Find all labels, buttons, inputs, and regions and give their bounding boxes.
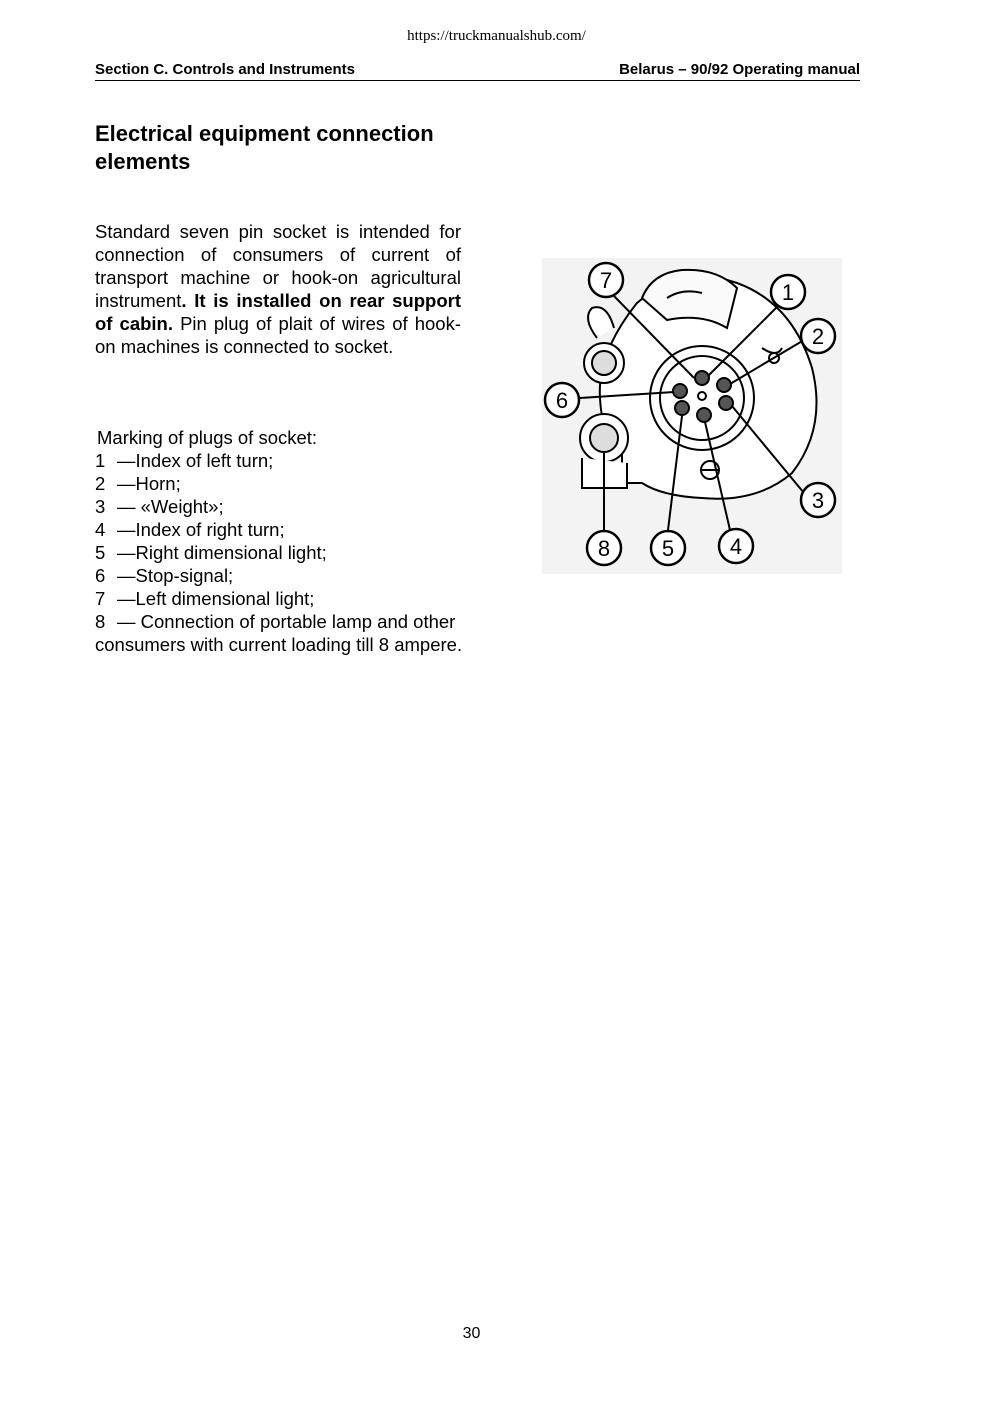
socket-diagram xyxy=(542,258,842,574)
callout-badge xyxy=(801,483,835,517)
legend-item xyxy=(95,587,475,610)
legend-item xyxy=(95,610,475,656)
legend-text: —Index of left turn; xyxy=(117,450,274,471)
legend-text: — Connection of portable lamp and other consumers with current loading till 8 ampere. xyxy=(95,611,463,655)
plug-legend xyxy=(95,449,475,656)
legend-item xyxy=(95,518,475,541)
legend-text: —Index of right turn; xyxy=(117,519,285,540)
callout-label: 8 xyxy=(597,536,611,561)
callout-label: 7 xyxy=(599,268,613,293)
legend-item xyxy=(95,564,475,587)
legend-text: — «Weight»; xyxy=(117,496,224,517)
legend-item xyxy=(95,541,475,564)
legend-item xyxy=(95,472,475,495)
running-header xyxy=(95,60,860,81)
legend-number: 5 xyxy=(95,542,106,563)
legend-number: 2 xyxy=(95,473,106,494)
legend-text: —Right dimensional light; xyxy=(117,542,327,563)
legend-item xyxy=(95,449,475,472)
callout-label: 5 xyxy=(661,536,675,561)
callout-label: 6 xyxy=(555,388,569,413)
legend-number: 3 xyxy=(95,496,106,517)
callout-label: 2 xyxy=(811,324,825,349)
intro-paragraph xyxy=(95,220,461,358)
callout-badge xyxy=(651,531,685,565)
legend-number: 1 xyxy=(95,450,106,471)
callout-badge xyxy=(719,529,753,563)
site-url[interactable]: https://truckmanualshub.com/ xyxy=(407,28,586,44)
callout-badge xyxy=(801,319,835,353)
legend-number: 4 xyxy=(95,519,106,540)
callout-label: 3 xyxy=(811,488,825,513)
callout-label: 4 xyxy=(729,534,743,559)
intro-bold-text: . It is installed on rear support of cabin. xyxy=(95,290,461,334)
legend-number: 7 xyxy=(95,588,106,609)
intro-text: Standard seven pin socket is intended for connection of consumers of current of transport machine or hook-on agricultural instrument xyxy=(95,221,461,311)
marking-title: Marking of plugs of socket: xyxy=(97,427,318,448)
page-title: Electrical equipment connection elements xyxy=(95,121,434,174)
legend-item xyxy=(95,495,475,518)
callout-label: 1 xyxy=(781,280,795,305)
callout-badge xyxy=(589,263,623,297)
callout-badge xyxy=(545,383,579,417)
legend-number: 8 xyxy=(95,611,106,632)
legend-text: —Stop-signal; xyxy=(117,565,234,586)
legend-number: 6 xyxy=(95,565,106,586)
legend-text: —Left dimensional light; xyxy=(117,588,315,609)
section-title: Section C. Controls and Instruments xyxy=(95,61,356,78)
callout-badge xyxy=(587,531,621,565)
legend-text: —Horn; xyxy=(117,473,181,494)
intro-text-end: Pin plug of plait of wires of hook-on machines is connected to socket. xyxy=(95,313,461,357)
callout-badge xyxy=(771,275,805,309)
manual-title: Belarus – 90/92 Operating manual xyxy=(619,61,860,78)
page-number: 30 xyxy=(462,1325,481,1342)
